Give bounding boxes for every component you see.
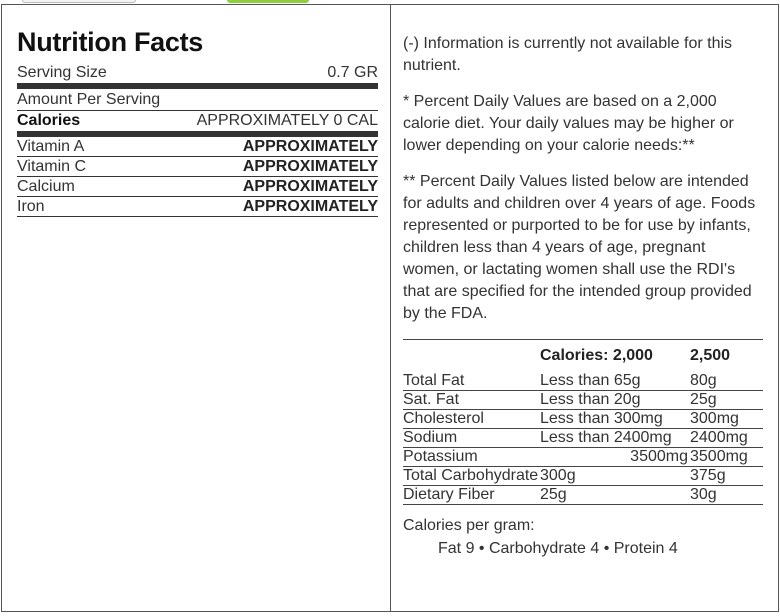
vitamin-label: Vitamin A	[17, 138, 85, 155]
vitamin-row	[17, 138, 378, 157]
table-cell: Less than 300mg	[540, 410, 690, 429]
table-row	[403, 448, 763, 467]
table-cell: 375g	[690, 467, 763, 486]
table-row	[403, 429, 763, 448]
unavailable-note: (-) Information is currently not available for this nutrient.	[403, 35, 733, 74]
table-cell: Cholesterol	[403, 410, 540, 429]
vitamin-value: APPROXIMATELY	[242, 158, 378, 175]
table-cell: Total Fat	[403, 372, 540, 391]
table-cell: 300mg	[690, 410, 763, 429]
serving-size-row	[17, 64, 378, 89]
column-divider	[390, 5, 391, 611]
table-cell: 2400mg	[690, 429, 763, 448]
amount-per-serving-label: Amount Per Serving	[17, 91, 161, 108]
tab-active[interactable]	[227, 0, 309, 3]
tab-inactive[interactable]	[22, 0, 136, 3]
calories-label: Calories	[17, 112, 81, 129]
amount-per-serving-row	[17, 91, 378, 111]
vitamin-row	[17, 178, 378, 197]
vitamin-value: APPROXIMATELY	[242, 198, 378, 215]
table-cell: Sodium	[403, 429, 540, 448]
vitamin-label: Iron	[17, 198, 45, 215]
vitamin-label: Calcium	[17, 178, 75, 195]
table-cell: Less than 65g	[540, 372, 690, 391]
serving-size-label: Serving Size	[17, 64, 107, 81]
daily-values-table	[403, 339, 763, 505]
table-cell: Total Carbohydrate	[403, 467, 539, 484]
table-cell: 3500mg	[690, 448, 763, 467]
vitamin-label: Vitamin C	[17, 158, 87, 175]
calories-row	[17, 112, 378, 137]
table-cell: Dietary Fiber	[403, 486, 540, 505]
table-header-cell: 2,500	[690, 347, 731, 364]
table-cell: 300g	[540, 467, 690, 486]
table-cell: Less than 20g	[540, 391, 690, 410]
table-cell: Sat. Fat	[403, 391, 540, 410]
nutrition-panel	[1, 4, 779, 612]
calories-per-gram-detail: Fat 9 • Carbohydrate 4 • Protein 4	[438, 540, 678, 557]
calories-value: APPROXIMATELY 0 CAL	[196, 112, 378, 129]
table-header-cell: Calories: 2,000	[540, 347, 653, 364]
calories-per-gram-label: Calories per gram:	[403, 517, 535, 534]
table-cell: 25g	[690, 391, 763, 410]
daily-values-notes	[403, 33, 763, 561]
table-cell: 25g	[540, 486, 690, 505]
table-row	[403, 391, 763, 410]
serving-size-value: 0.7 GR	[327, 64, 378, 81]
percent-dv-note: * Percent Daily Values are based on a 2,000 calorie diet. Your daily values may be higher or lower depending on your calorie needs:**	[403, 93, 734, 154]
table-header-cell	[403, 340, 540, 373]
table-cell: Less than 2400mg	[540, 429, 690, 448]
nutrition-facts-title: Nutrition Facts	[17, 27, 204, 57]
table-row	[403, 467, 763, 486]
vitamin-value: APPROXIMATELY	[242, 178, 378, 195]
table-row	[403, 410, 763, 429]
table-row	[403, 486, 763, 505]
vitamin-row	[17, 198, 378, 217]
vitamin-value: APPROXIMATELY	[242, 138, 378, 155]
table-cell: 30g	[690, 486, 763, 505]
table-cell: 3500mg	[540, 448, 690, 467]
vitamin-row	[17, 158, 378, 177]
table-cell: Potassium	[403, 448, 540, 467]
table-cell: 80g	[690, 372, 763, 391]
nutrition-facts-label	[17, 25, 378, 217]
table-header-row	[403, 340, 763, 373]
table-row	[403, 372, 763, 391]
dv-intended-note: ** Percent Daily Values listed below are intended for adults and children over 4 years of age. Foods represented or purported to be for use by infants, children less than 4 years of age, pregnant women, or lactating women shall use the RDI's that are specified for the intended group provided by the FDA.	[403, 173, 756, 322]
